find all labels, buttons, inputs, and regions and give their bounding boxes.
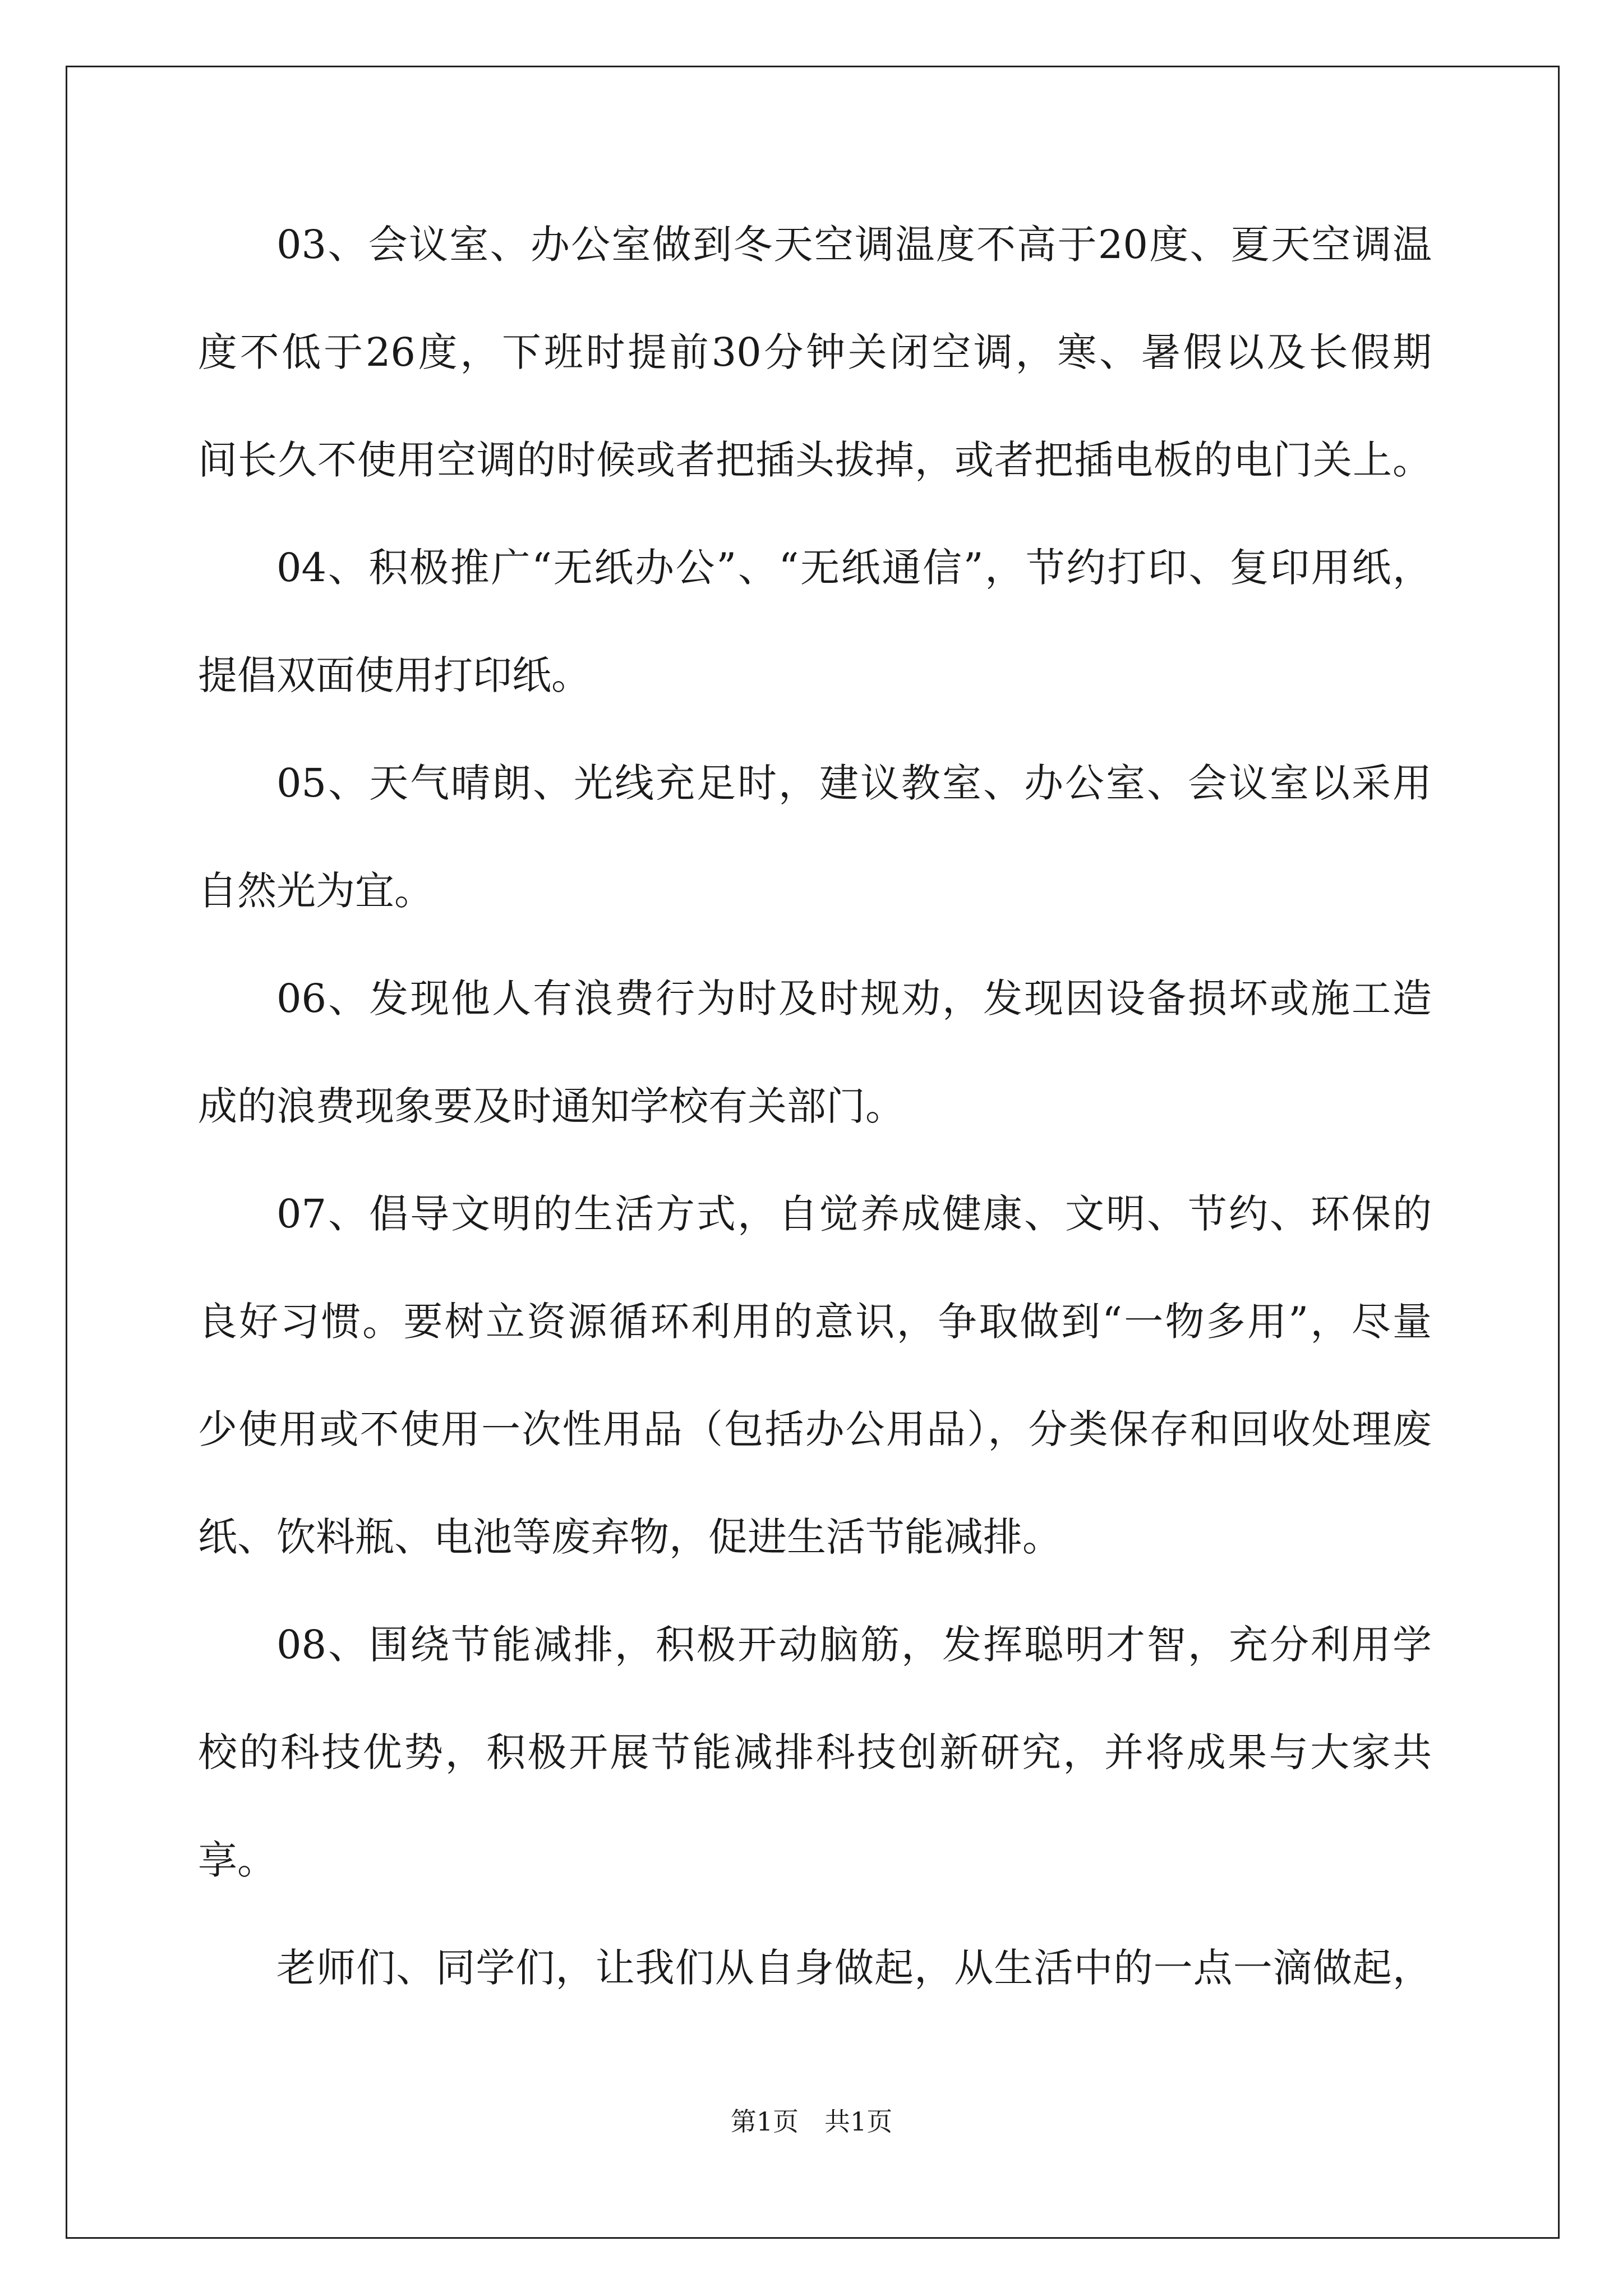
text-line: 03、会议室、办公室做到冬天空调温度不高于20度、夏天空调温: [276, 222, 1432, 268]
text-line: 校的科技优势，积极开展节能减排科技创新研究，并将成果与大家共: [198, 1729, 1432, 1775]
text-line: 提倡双面使用打印纸。: [198, 652, 591, 698]
text-line: 05、天气晴朗、光线充足时，建议教室、办公室、会议室以采用: [276, 760, 1432, 806]
page-number: 第1页: [730, 2106, 799, 2137]
text-line: 自然光为宜。: [198, 868, 434, 914]
text-line: 纸、饮料瓶、电池等废弃物，促进生活节能减排。: [198, 1514, 1062, 1560]
text-line: 享。: [198, 1837, 276, 1883]
text-line: 间长久不使用空调的时候或者把插头拔掉，或者把插电板的电门关上。: [198, 437, 1432, 483]
text-line: 少使用或不使用一次性用品（包括办公用品），分类保存和回收处理废: [198, 1406, 1432, 1452]
text-line: 04、积极推广“无纸办公”、“无纸通信”，节约打印、复印用纸，: [276, 545, 1432, 591]
text-line: 07、倡导文明的生活方式，自觉养成健康、文明、节约、环保的: [276, 1191, 1432, 1237]
document-body: [198, 191, 1432, 2022]
text-line: 06、发现他人有浪费行为时及时规劝，发现因设备损坏或施工造: [276, 976, 1432, 1022]
text-line: 良好习惯。要树立资源循环利用的意识，争取做到“一物多用”，尽量: [198, 1299, 1432, 1345]
text-line: 成的浪费现象要及时通知学校有关部门。: [198, 1083, 905, 1129]
text-line: 度不低于26度，下班时提前30分钟关闭空调，寒、暑假以及长假期: [198, 329, 1432, 375]
page-footer: [0, 2105, 1623, 2138]
text-line: 08、围绕节能减排，积极开动脑筋，发挥聪明才智，充分利用学: [276, 1622, 1432, 1668]
text-line: 老师们、同学们，让我们从自身做起，从生活中的一点一滴做起，: [276, 1945, 1432, 1991]
page-total: 共1页: [824, 2106, 893, 2137]
